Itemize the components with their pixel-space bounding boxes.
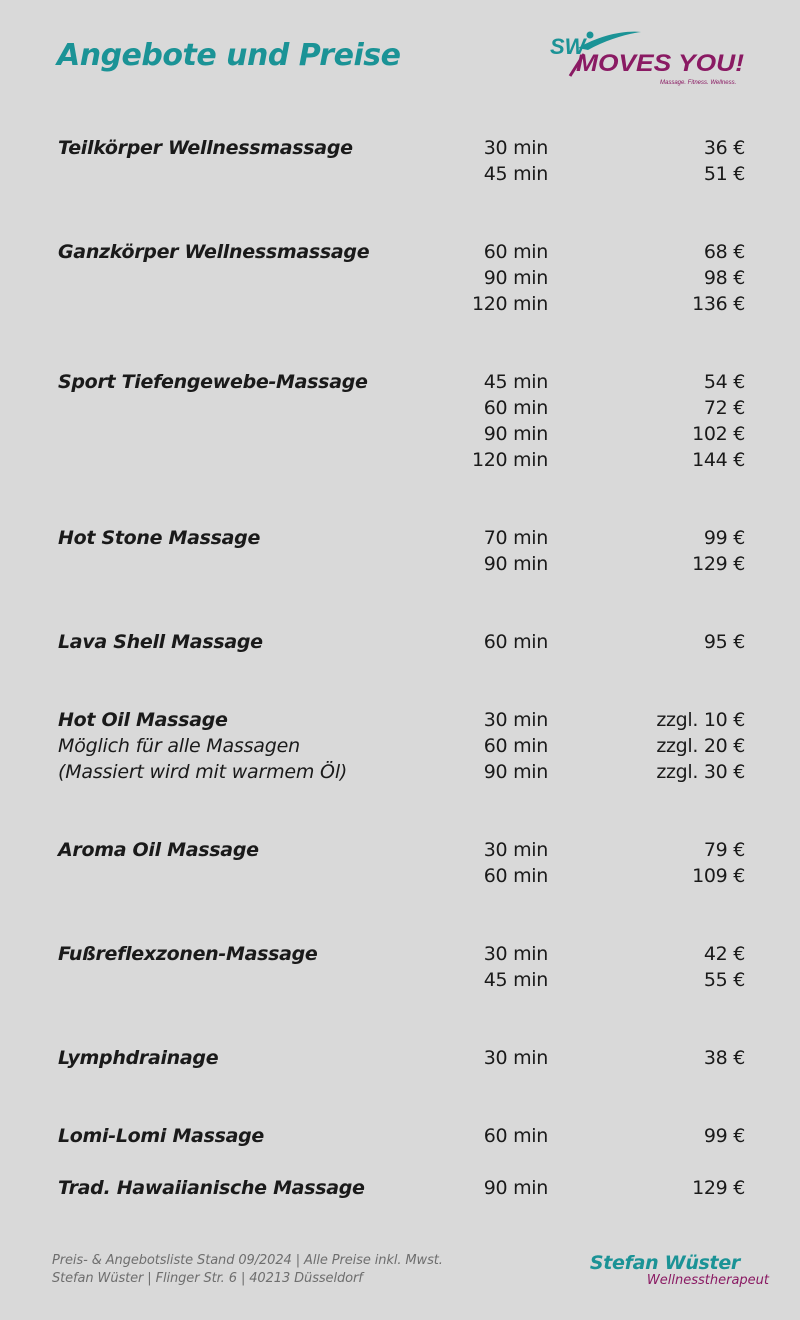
duration-value: 60 min [483, 397, 548, 419]
footer-name: Stefan Wüster [589, 1252, 740, 1274]
price-value: 36 € [703, 137, 745, 159]
price-column [600, 135, 745, 187]
duration-value: 30 min [483, 709, 548, 731]
price-value: 72 € [703, 397, 745, 419]
duration-value: 60 min [483, 735, 548, 757]
price-column [600, 239, 745, 317]
footer-role: Wellnesstherapeut [646, 1273, 769, 1288]
duration-value: 90 min [483, 761, 548, 783]
duration-value: 120 min [471, 293, 548, 315]
duration-column [440, 1123, 548, 1149]
service-name: Aroma Oil Massage [58, 839, 259, 861]
duration-column [440, 629, 548, 655]
svg-text:SW: SW [550, 34, 586, 59]
price-column [600, 525, 745, 577]
price-value: 68 € [703, 241, 745, 263]
price-value: 42 € [703, 943, 745, 965]
price-value: 54 € [703, 371, 745, 393]
price-column [600, 1123, 745, 1149]
service-name: Sport Tiefengewebe-Massage [58, 371, 368, 393]
brand-logo [548, 28, 748, 90]
footer-line-2: Stefan Wüster | Flinger Str. 6 | 40213 Düsseldorf [52, 1271, 363, 1286]
duration-column [440, 1045, 548, 1071]
footer-info [52, 1252, 443, 1288]
price-column [600, 629, 745, 655]
duration-column [440, 525, 548, 577]
price-value: 144 € [692, 449, 745, 471]
svg-text:MOVES YOU!: MOVES YOU! [576, 50, 745, 77]
duration-value: 45 min [483, 163, 548, 185]
duration-value: 90 min [483, 267, 548, 289]
duration-value: 90 min [483, 423, 548, 445]
price-value: zzgl. 30 € [656, 761, 745, 783]
footer-line-1: Preis- & Angebotsliste Stand 09/2024 | Alle Preise inkl. Mwst. [52, 1253, 443, 1268]
price-value: 55 € [703, 969, 745, 991]
price-value: 99 € [703, 1125, 745, 1147]
price-value: 98 € [703, 267, 745, 289]
price-column [600, 707, 745, 785]
duration-value: 30 min [483, 839, 548, 861]
svg-text:Massage. Fitness. Wellness.: Massage. Fitness. Wellness. [660, 80, 737, 86]
price-column [600, 369, 745, 473]
service-note: Möglich für alle Massagen [58, 735, 300, 757]
duration-value: 60 min [483, 631, 548, 653]
duration-value: 45 min [483, 969, 548, 991]
price-value: zzgl. 10 € [656, 709, 745, 731]
duration-value: 60 min [483, 865, 548, 887]
service-name: Lymphdrainage [58, 1047, 219, 1069]
price-value: 95 € [703, 631, 745, 653]
price-column [600, 1175, 745, 1201]
service-name: Teilkörper Wellnessmassage [58, 137, 353, 159]
duration-value: 45 min [483, 371, 548, 393]
duration-column [440, 941, 548, 993]
duration-column [440, 837, 548, 889]
duration-value: 30 min [483, 1047, 548, 1069]
duration-column [440, 369, 548, 473]
service-name: Lava Shell Massage [58, 631, 263, 653]
price-column [600, 837, 745, 889]
duration-value: 90 min [483, 1177, 548, 1199]
service-name: Lomi-Lomi Massage [58, 1125, 264, 1147]
price-column [600, 1045, 745, 1071]
service-name: Hot Oil Massage [58, 709, 228, 731]
service-name: Ganzkörper Wellnessmassage [58, 241, 370, 263]
price-value: 129 € [692, 1177, 745, 1199]
duration-value: 30 min [483, 137, 548, 159]
price-value: 38 € [703, 1047, 745, 1069]
price-value: 99 € [703, 527, 745, 549]
price-column [600, 941, 745, 993]
service-note: (Massiert wird mit warmem Öl) [58, 761, 348, 783]
price-value: 136 € [692, 293, 745, 315]
price-value: 79 € [703, 839, 745, 861]
duration-column [440, 239, 548, 317]
price-value: 109 € [692, 865, 745, 887]
service-name: Trad. Hawaiianische Massage [58, 1177, 365, 1199]
duration-value: 90 min [483, 553, 548, 575]
service-name: Hot Stone Massage [58, 527, 261, 549]
duration-column [440, 135, 548, 187]
price-value: 102 € [692, 423, 745, 445]
duration-column [440, 707, 548, 785]
duration-column [440, 1175, 548, 1201]
page-title: Angebote und Preise [57, 38, 401, 73]
price-value: zzgl. 20 € [656, 735, 745, 757]
duration-value: 60 min [483, 1125, 548, 1147]
service-name: Fußreflexzonen-Massage [58, 943, 318, 965]
duration-value: 120 min [471, 449, 548, 471]
duration-value: 70 min [483, 527, 548, 549]
duration-value: 30 min [483, 943, 548, 965]
price-value: 51 € [703, 163, 745, 185]
price-value: 129 € [692, 553, 745, 575]
duration-value: 60 min [483, 241, 548, 263]
